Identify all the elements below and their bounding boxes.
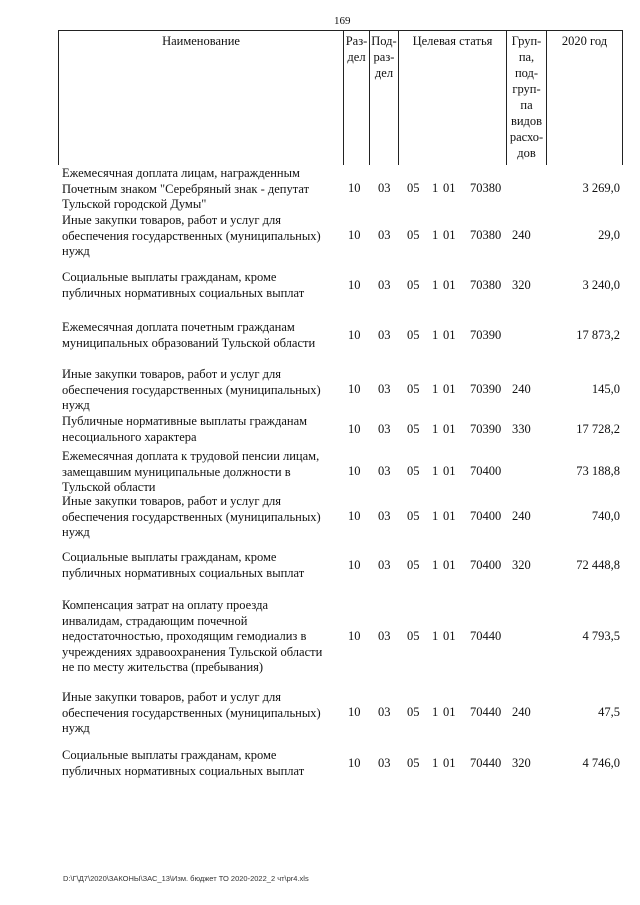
amount-2020: 47,5 (598, 705, 620, 719)
row-name (62, 449, 340, 496)
group-header-line: дов (517, 146, 536, 160)
group-header-line: под- (514, 66, 539, 80)
expense-type-code: 240 (512, 705, 531, 719)
row-name-line: Тульской городской Думы" (62, 197, 207, 211)
expense-type-code: 320 (512, 756, 531, 770)
header-name (58, 31, 343, 165)
row-name-line: Иные закупки товаров, работ и услуг для (62, 494, 282, 508)
direction-code: 70440 (470, 629, 502, 643)
row-name-line: Социальные выплаты гражданам, кроме (62, 550, 277, 564)
section-code: 10 (348, 228, 361, 242)
section-header-line: дел (347, 50, 366, 64)
row-name-line: Социальные выплаты гражданам, кроме (62, 748, 277, 762)
direction-code: 70400 (470, 509, 502, 523)
subsection-code: 03 (378, 464, 391, 478)
row-name (62, 598, 340, 676)
row-name (62, 494, 340, 541)
header-target (398, 31, 506, 165)
amount-2020: 4 746,0 (582, 756, 620, 770)
row-name-line: Публичные нормативные выплаты гражданам (62, 414, 308, 428)
subsection-header-line: раз- (373, 50, 395, 64)
row-name-line: Иные закупки товаров, работ и услуг для (62, 690, 282, 704)
program-code: 05 (407, 629, 420, 643)
direction-code: 70390 (470, 328, 502, 342)
file-path-footer: D:\Г\Д7\2020\ЗАКОНЫ\ЗАС_13\Изм. бюджет ТО 2020-2022_2 чт\pr4.xls (63, 874, 309, 883)
subsection-code: 03 (378, 509, 391, 523)
subprogram-code: 1 (432, 422, 439, 436)
amount-2020: 72 448,8 (576, 558, 620, 572)
row-name-line: Компенсация затрат на оплату проезда (62, 598, 269, 612)
expense-type-code: 330 (512, 422, 531, 436)
row-name-line: нужд (62, 525, 90, 539)
row-name-line: Иные закупки товаров, работ и услуг для (62, 367, 282, 381)
direction-code: 70380 (470, 228, 502, 242)
amount-2020: 3 240,0 (582, 278, 620, 292)
direction-code: 70390 (470, 382, 502, 396)
row-name-line: Ежемесячная доплата почетным гражданам (62, 320, 295, 334)
row-name-line: публичных нормативных социальных выплат (62, 763, 305, 778)
program-code: 05 (407, 705, 420, 719)
row-name-line: Ежемесячная доплата лицам, награжденным (62, 166, 300, 180)
group-header-line: видов (510, 114, 543, 128)
subsection-code: 03 (378, 705, 391, 719)
direction-code: 70400 (470, 558, 502, 572)
row-name-line: учреждениях здравоохранения Тульской области (62, 644, 323, 659)
page-number: 169 (334, 15, 351, 27)
subsection-code: 03 (378, 228, 391, 242)
program-code: 05 (407, 509, 420, 523)
row-name-line: инвалидам, страдающим почечной (62, 613, 248, 628)
expense-type-code: 240 (512, 228, 531, 242)
expense-type-code: 320 (512, 558, 531, 572)
event-code: 01 (443, 328, 456, 342)
subsection-code: 03 (378, 422, 391, 436)
subsection-header-line: дел (374, 66, 394, 80)
event-code: 01 (443, 558, 456, 572)
group-header-line: груп- (512, 82, 541, 96)
row-name (62, 367, 340, 414)
amount-2020: 740,0 (591, 509, 620, 523)
row-name-line: Ежемесячная доплата к трудовой пенсии лицам, (62, 449, 320, 463)
row-name-line: обеспечения государственных (муниципальных) (62, 509, 321, 524)
program-code: 05 (407, 278, 420, 292)
amount-2020: 29,0 (598, 228, 620, 242)
subsection-code: 03 (378, 558, 391, 572)
subsection-code: 03 (378, 382, 391, 396)
expense-type-code: 240 (512, 509, 531, 523)
section-code: 10 (348, 558, 361, 572)
event-code: 01 (443, 705, 456, 719)
row-name (62, 690, 340, 737)
section-code: 10 (348, 464, 361, 478)
amount-2020: 73 188,8 (576, 464, 620, 478)
event-code: 01 (443, 629, 456, 643)
section-code: 10 (348, 278, 361, 292)
subprogram-code: 1 (432, 509, 439, 523)
header-subsection (369, 31, 398, 165)
header-section (343, 31, 369, 165)
row-name-line: несоциального характера (62, 429, 197, 444)
section-code: 10 (348, 629, 361, 643)
group-header-line: па, (518, 50, 535, 64)
row-name (62, 320, 340, 351)
event-code: 01 (443, 228, 456, 242)
subprogram-code: 1 (432, 181, 439, 195)
row-name-line: нужд (62, 721, 90, 735)
subprogram-code: 1 (432, 328, 439, 342)
amount-2020: 17 728,2 (576, 422, 620, 436)
subprogram-code: 1 (432, 464, 439, 478)
direction-code: 70400 (470, 464, 502, 478)
group-header-line: па (520, 98, 533, 112)
section-code: 10 (348, 756, 361, 770)
table-header (58, 30, 623, 165)
amount-2020: 4 793,5 (582, 629, 620, 643)
event-code: 01 (443, 181, 456, 195)
row-name-line: публичных нормативных социальных выплат (62, 565, 305, 580)
header-group (506, 31, 546, 165)
program-code: 05 (407, 382, 420, 396)
row-name-line: нужд (62, 398, 90, 412)
row-name (62, 550, 340, 581)
direction-code: 70380 (470, 278, 502, 292)
program-code: 05 (407, 181, 420, 195)
section-code: 10 (348, 328, 361, 342)
row-name-line: нужд (62, 244, 90, 258)
header-year (546, 31, 623, 165)
row-name (62, 213, 340, 260)
subprogram-code: 1 (432, 705, 439, 719)
event-code: 01 (443, 422, 456, 436)
amount-2020: 17 873,2 (576, 328, 620, 342)
row-name-line: не по месту жительства (пребывания) (62, 660, 264, 674)
row-name (62, 748, 340, 779)
program-code: 05 (407, 328, 420, 342)
section-header-line: Раз- (345, 34, 368, 48)
program-code: 05 (407, 228, 420, 242)
row-name-line: Тульской области (62, 480, 156, 494)
subprogram-code: 1 (432, 756, 439, 770)
subprogram-code: 1 (432, 228, 439, 242)
subsection-code: 03 (378, 181, 391, 195)
row-name-line: Иные закупки товаров, работ и услуг для (62, 213, 282, 227)
row-name (62, 414, 340, 445)
expense-type-code: 240 (512, 382, 531, 396)
subprogram-code: 1 (432, 278, 439, 292)
program-code: 05 (407, 464, 420, 478)
row-name-line: Почетным знаком "Серебряный знак - депутат (62, 181, 310, 196)
row-name (62, 270, 340, 301)
program-code: 05 (407, 558, 420, 572)
event-code: 01 (443, 509, 456, 523)
row-name-line: недостаточностью, проходящим гемодиализ в (62, 629, 307, 643)
subsection-code: 03 (378, 629, 391, 643)
header-target-label: Целевая статья (412, 34, 493, 48)
subprogram-code: 1 (432, 629, 439, 643)
subsection-code: 03 (378, 756, 391, 770)
row-name (62, 166, 340, 213)
row-name-line: публичных нормативных социальных выплат (62, 285, 305, 300)
program-code: 05 (407, 756, 420, 770)
subprogram-code: 1 (432, 382, 439, 396)
section-code: 10 (348, 705, 361, 719)
subprogram-code: 1 (432, 558, 439, 572)
subsection-code: 03 (378, 328, 391, 342)
event-code: 01 (443, 382, 456, 396)
direction-code: 70380 (470, 181, 502, 195)
subsection-header-line: Под- (371, 34, 397, 48)
section-code: 10 (348, 509, 361, 523)
row-name-line: замещавшим муниципальные должности в (62, 464, 291, 479)
section-code: 10 (348, 422, 361, 436)
subsection-code: 03 (378, 278, 391, 292)
amount-2020: 145,0 (591, 382, 620, 396)
program-code: 05 (407, 422, 420, 436)
group-header-line: расхо- (509, 130, 544, 144)
row-name-line: обеспечения государственных (муниципальных) (62, 382, 321, 397)
direction-code: 70390 (470, 422, 502, 436)
event-code: 01 (443, 464, 456, 478)
header-year-label: 2020 год (561, 34, 608, 48)
event-code: 01 (443, 278, 456, 292)
header-name-label: Наименование (162, 34, 240, 48)
section-code: 10 (348, 181, 361, 195)
event-code: 01 (443, 756, 456, 770)
direction-code: 70440 (470, 705, 502, 719)
row-name-line: муниципальных образований Тульской области (62, 335, 316, 350)
amount-2020: 3 269,0 (582, 181, 620, 195)
group-header-line: Груп- (511, 34, 542, 48)
direction-code: 70440 (470, 756, 502, 770)
expense-type-code: 320 (512, 278, 531, 292)
section-code: 10 (348, 382, 361, 396)
row-name-line: обеспечения государственных (муниципальных) (62, 228, 321, 243)
row-name-line: Социальные выплаты гражданам, кроме (62, 270, 277, 284)
row-name-line: обеспечения государственных (муниципальных) (62, 705, 321, 720)
